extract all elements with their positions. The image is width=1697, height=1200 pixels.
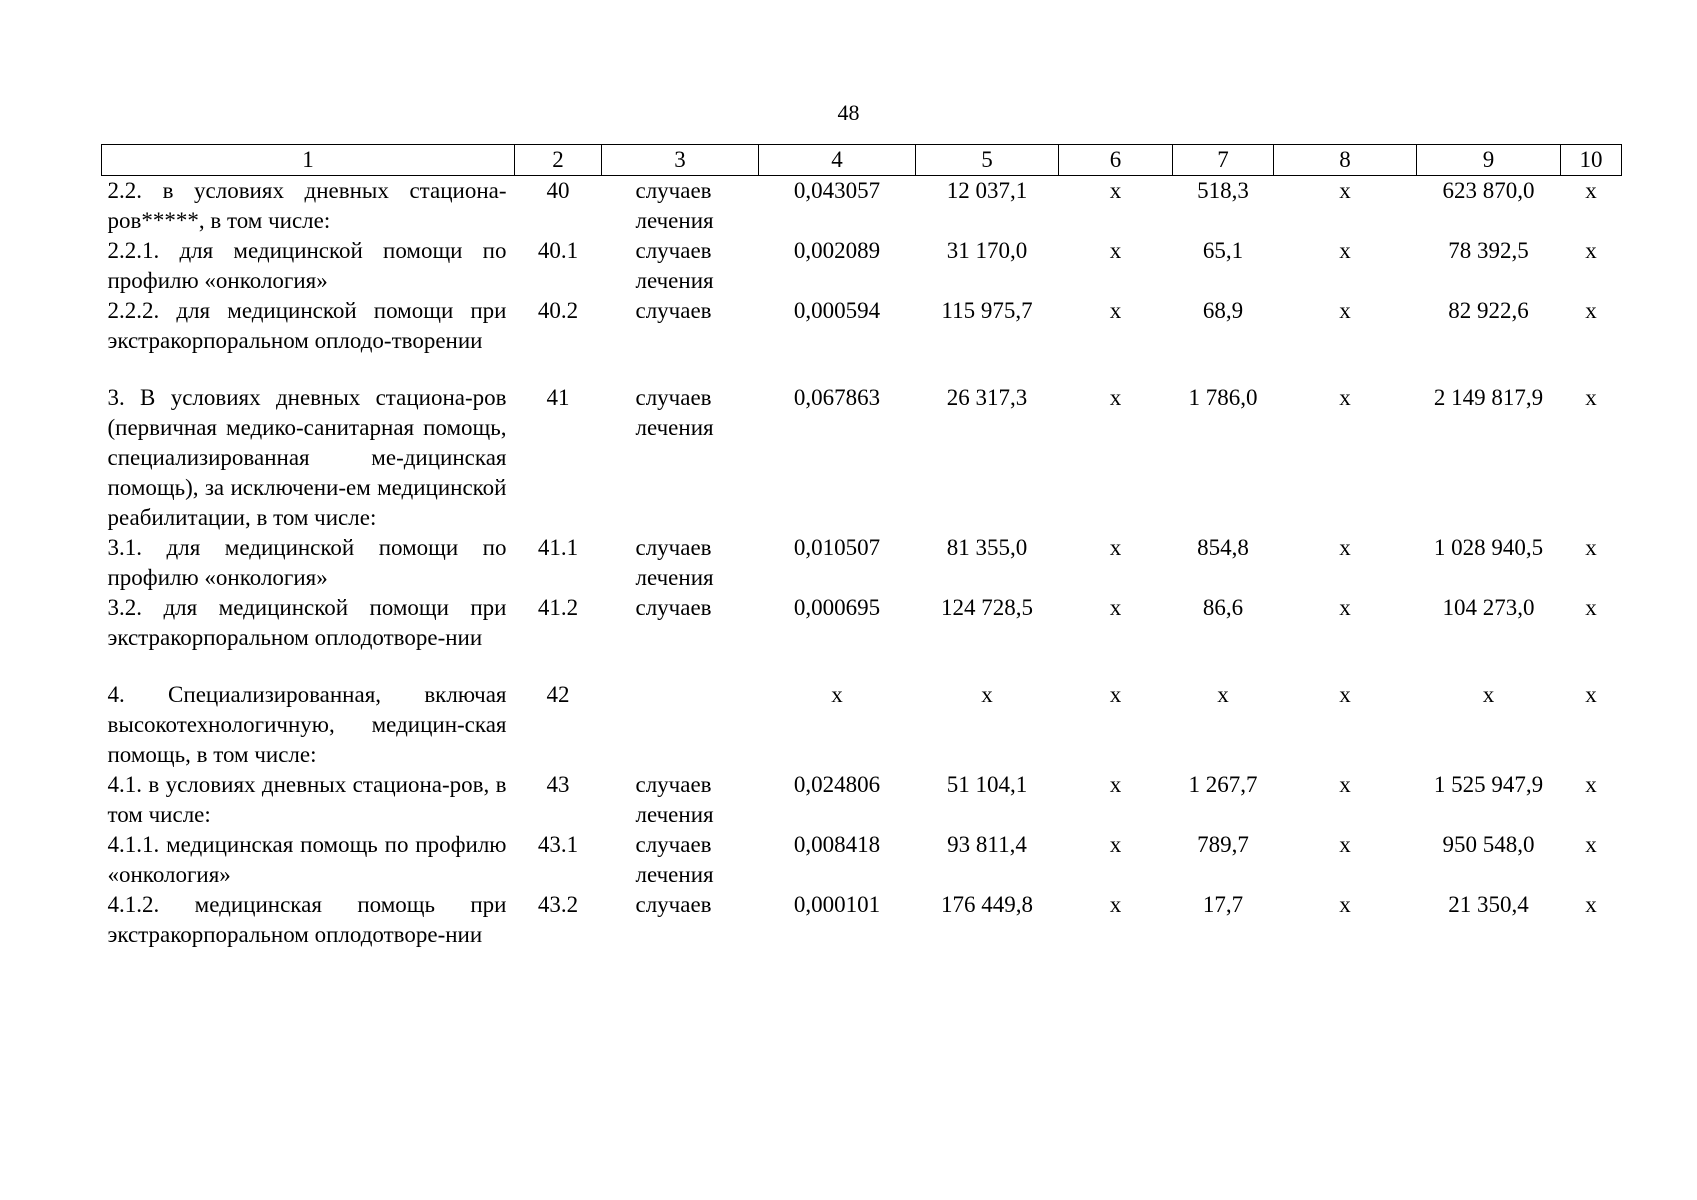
row-unit: случаев лечения (635, 385, 714, 440)
cell-col4: 0,000695 (793, 595, 881, 620)
cell-col6: х (1109, 832, 1122, 857)
cell-col4: 0,002089 (793, 238, 881, 263)
row-code: 40.2 (537, 298, 579, 323)
row-spacer (102, 653, 1622, 680)
data-table (101, 144, 1622, 950)
row-unit: случаев (635, 298, 712, 323)
cell-col5: 51 104,1 (946, 772, 1028, 797)
cell-col6: х (1109, 238, 1122, 263)
cell-col8: х (1339, 595, 1351, 620)
cell-col8: х (1339, 178, 1351, 203)
cell-col6: х (1109, 595, 1122, 620)
row-name: 2.2. в условиях дневных стациона-ров*****, в том числе: (107, 178, 507, 233)
cell-col6: х (1109, 385, 1122, 410)
cell-col4: 0,008418 (793, 832, 881, 857)
row-name: 4. Специализированная, включая высокотехнологичную, медицин-ская помощь, в том числе: (107, 682, 507, 767)
row-name: 2.2.2. для медицинской помощи при экстракорпоральном оплодо-творении (107, 298, 507, 353)
table-row (102, 770, 1622, 830)
row-code: 43.2 (537, 892, 579, 917)
cell-col9: 78 392,5 (1448, 238, 1529, 263)
cell-col4: 0,043057 (793, 178, 881, 203)
column-header: 9 (1417, 145, 1561, 176)
table-row (102, 890, 1622, 950)
table-row (102, 830, 1622, 890)
cell-col5: 26 317,3 (946, 385, 1028, 410)
cell-col9: 2 149 817,9 (1433, 385, 1544, 410)
cell-col5: 81 355,0 (946, 535, 1028, 560)
page-number: 48 (837, 100, 860, 125)
cell-col7: 1 786,0 (1188, 385, 1258, 410)
row-name: 3.2. для медицинской помощи при экстракорпоральном оплодотворе-нии (107, 595, 507, 650)
cell-col7: 854,8 (1197, 535, 1249, 560)
cell-col8: х (1339, 772, 1351, 797)
cell-col10: х (1585, 595, 1597, 620)
cell-col9: 1 028 940,5 (1433, 535, 1544, 560)
row-code: 40.1 (537, 238, 579, 263)
column-header: 3 (602, 145, 759, 176)
cell-col9: 104 273,0 (1442, 595, 1535, 620)
column-header: 7 (1173, 145, 1274, 176)
cell-col9: 21 350,4 (1448, 892, 1529, 917)
cell-col5: 115 975,7 (941, 298, 1033, 323)
cell-col7: 17,7 (1202, 892, 1244, 917)
row-name: 4.1.1. медицинская помощь по профилю «онкология» (107, 832, 507, 887)
row-unit: случаев (635, 595, 712, 620)
header-row (102, 145, 1622, 176)
row-code: 43 (546, 772, 570, 797)
cell-col10: х (1585, 385, 1597, 410)
cell-col9: 82 922,6 (1448, 298, 1529, 323)
cell-col7: 1 267,7 (1188, 772, 1258, 797)
row-code: 43.1 (537, 832, 579, 857)
row-name: 3. В условиях дневных стациона-ров (первичная медико-санитарная помощь, специализированная ме-дицинская помощь), за исключени-ем медицинской реабилитации, в том числе: (107, 385, 507, 530)
column-header: 1 (102, 145, 515, 176)
row-unit: случаев (635, 892, 712, 917)
cell-col8: х (1339, 298, 1351, 323)
row-unit: случаев лечения (635, 772, 714, 827)
cell-col8: х (1339, 892, 1351, 917)
row-unit: случаев лечения (635, 832, 714, 887)
cell-col10: х (1585, 535, 1597, 560)
cell-col7: 518,3 (1197, 178, 1249, 203)
row-code: 41.2 (537, 595, 579, 620)
cell-col9: х (1482, 682, 1495, 707)
cell-col5: 93 811,4 (947, 832, 1027, 857)
row-name: 2.2.1. для медицинской помощи по профилю «онкология» (107, 238, 507, 293)
table-row (102, 533, 1622, 593)
row-name: 4.1. в условиях дневных стациона-ров, в том числе: (107, 772, 507, 827)
cell-col5: 124 728,5 (941, 595, 1033, 620)
cell-col10: х (1585, 772, 1597, 797)
table-row (102, 296, 1622, 356)
cell-col9: 623 870,0 (1442, 178, 1535, 203)
cell-col10: х (1585, 832, 1597, 857)
table-row (102, 593, 1622, 653)
cell-col5: 176 449,8 (941, 892, 1033, 917)
cell-col9: 950 548,0 (1442, 832, 1535, 857)
column-header: 5 (916, 145, 1059, 176)
row-code: 42 (546, 682, 570, 707)
column-header: 8 (1274, 145, 1417, 176)
row-unit: случаев лечения (635, 238, 714, 293)
cell-col4: х (831, 682, 843, 707)
cell-col10: х (1585, 238, 1597, 263)
row-code: 41.1 (537, 535, 579, 560)
cell-col5: х (981, 682, 993, 707)
row-unit (602, 680, 759, 770)
column-header: 6 (1059, 145, 1173, 176)
cell-col4: 0,000101 (793, 892, 881, 917)
cell-col4: 0,024806 (793, 772, 881, 797)
row-name: 3.1. для медицинской помощи по профилю «онкология» (107, 535, 507, 590)
column-header: 4 (759, 145, 916, 176)
cell-col7: 68,9 (1202, 298, 1244, 323)
cell-col4: 0,000594 (793, 298, 881, 323)
cell-col5: 12 037,1 (946, 178, 1028, 203)
column-header: 10 (1561, 145, 1622, 176)
table-row (102, 236, 1622, 296)
cell-col6: х (1109, 892, 1122, 917)
row-code: 41 (546, 385, 570, 410)
cell-col7: х (1217, 682, 1229, 707)
cell-col7: 86,6 (1202, 595, 1244, 620)
row-spacer (102, 356, 1622, 383)
cell-col10: х (1585, 298, 1597, 323)
cell-col6: х (1109, 535, 1122, 560)
column-header: 2 (515, 145, 602, 176)
cell-col7: 65,1 (1202, 238, 1244, 263)
cell-col8: х (1339, 535, 1351, 560)
row-code: 40 (546, 178, 570, 203)
cell-col5: 31 170,0 (946, 238, 1028, 263)
cell-col10: х (1585, 892, 1597, 917)
cell-col6: х (1109, 682, 1122, 707)
row-unit: случаев лечения (635, 178, 714, 233)
cell-col6: х (1109, 772, 1122, 797)
cell-col6: х (1109, 178, 1122, 203)
cell-col10: х (1585, 682, 1597, 707)
cell-col8: х (1339, 385, 1351, 410)
cell-col8: х (1339, 238, 1351, 263)
cell-col8: х (1339, 832, 1351, 857)
cell-col4: 0,010507 (793, 535, 881, 560)
cell-col9: 1 525 947,9 (1433, 772, 1544, 797)
cell-col8: х (1339, 682, 1351, 707)
row-unit: случаев лечения (635, 535, 714, 590)
cell-col6: х (1109, 298, 1122, 323)
table-row (102, 383, 1622, 533)
cell-col10: х (1585, 178, 1597, 203)
cell-col7: 789,7 (1197, 832, 1249, 857)
table-row (102, 680, 1622, 770)
cell-col4: 0,067863 (793, 385, 881, 410)
row-name: 4.1.2. медицинская помощь при экстракорпоральном оплодотворе-нии (107, 892, 507, 947)
table-row (102, 176, 1622, 237)
